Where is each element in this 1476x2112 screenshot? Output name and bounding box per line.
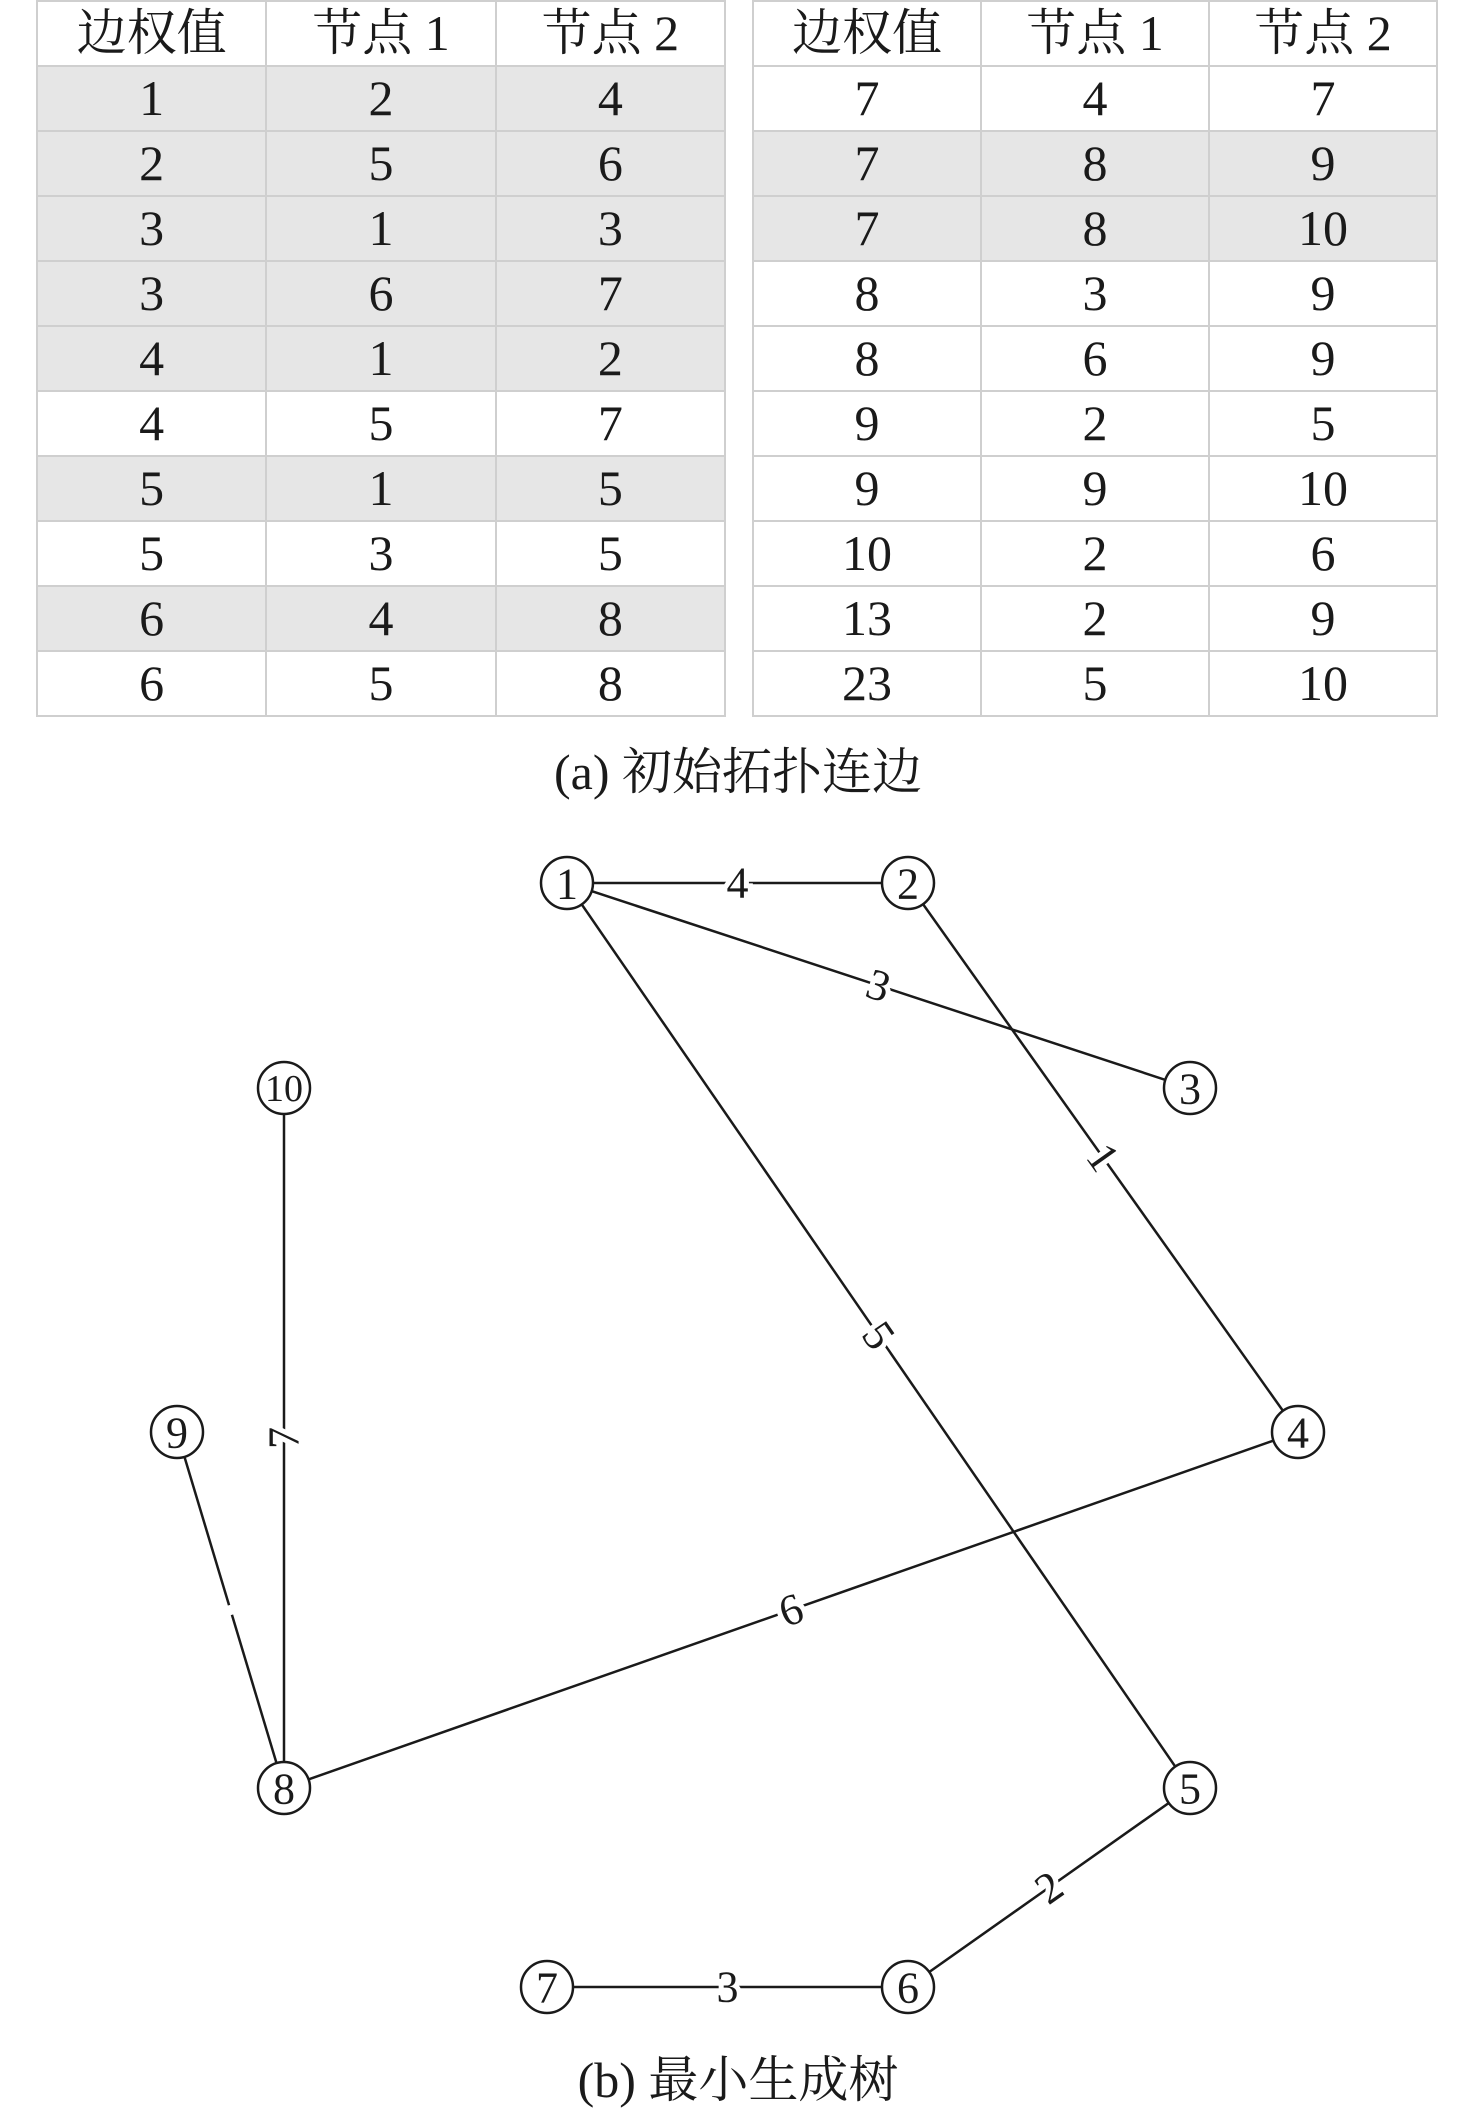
cell-weight: 3	[37, 196, 266, 261]
cell-node-1: 4	[266, 586, 495, 651]
cell-node-1: 4	[981, 66, 1209, 131]
cell-node-1: 5	[266, 651, 495, 716]
cell-weight: 4	[37, 326, 266, 391]
cell-weight: 1	[37, 66, 266, 131]
cell-node-2: 9	[1209, 131, 1437, 196]
edge-weight-label: 7	[259, 1427, 309, 1449]
cell-weight: 5	[37, 456, 266, 521]
node-2	[882, 857, 934, 909]
cell-node-1: 9	[981, 456, 1209, 521]
node-label: 10	[265, 1068, 303, 1110]
cell-node-2: 9	[1209, 261, 1437, 326]
node-4	[1272, 1406, 1324, 1458]
node-label: 5	[1179, 1764, 1201, 1814]
node-1	[541, 857, 593, 909]
cell-node-2: 4	[496, 66, 725, 131]
node-6	[882, 1961, 934, 2013]
cell-node-2: 9	[1209, 586, 1437, 651]
edge-weight-label: 4	[726, 858, 749, 908]
cell-node-1: 1	[266, 326, 495, 391]
cell-node-1: 8	[981, 131, 1209, 196]
cell-node-2: 3	[496, 196, 725, 261]
node-label: 3	[1179, 1064, 1201, 1114]
cell-node-2: 8	[496, 586, 725, 651]
cell-node-1: 5	[981, 651, 1209, 716]
cell-node-2: 6	[1209, 521, 1437, 586]
cell-node-2: 10	[1209, 651, 1437, 716]
edge-weight-label: 5	[852, 1312, 905, 1359]
edge-weight-label: 6	[772, 1583, 810, 1637]
node-5	[1164, 1762, 1216, 1814]
edge-weight-label: 3	[716, 1962, 739, 2012]
cell-node-2: 5	[496, 456, 725, 521]
cell-weight: 4	[37, 391, 266, 456]
node-label: 9	[166, 1408, 188, 1458]
edge-weight-label: 3	[860, 958, 897, 1013]
cell-weight: 7	[753, 196, 981, 261]
header-weight: 边权值	[37, 1, 266, 66]
cell-node-2: 10	[1209, 456, 1437, 521]
node-label: 7	[536, 1963, 558, 2013]
node-10	[258, 1062, 310, 1114]
cell-weight: 7	[753, 131, 981, 196]
node-label: 4	[1287, 1408, 1309, 1458]
cell-node-1: 1	[266, 456, 495, 521]
header-node-2: 节点 2	[496, 1, 725, 66]
cell-node-2: 9	[1209, 326, 1437, 391]
caption-initial-topology: (a) 初始拓扑连边	[554, 744, 922, 800]
cell-node-2: 7	[496, 261, 725, 326]
node-9	[151, 1406, 203, 1458]
cell-weight: 9	[753, 456, 981, 521]
node-label: 2	[897, 859, 919, 909]
cell-weight: 2	[37, 131, 266, 196]
edge-weight-label: 2	[1025, 1861, 1073, 1914]
cell-weight: 8	[753, 326, 981, 391]
cell-node-1: 3	[266, 521, 495, 586]
cell-weight: 7	[753, 66, 981, 131]
node-label: 8	[273, 1764, 295, 1814]
cell-weight: 10	[753, 521, 981, 586]
cell-node-2: 6	[496, 131, 725, 196]
cell-node-2: 10	[1209, 196, 1437, 261]
cell-node-1: 2	[981, 586, 1209, 651]
cell-node-1: 5	[266, 391, 495, 456]
cell-weight: 3	[37, 261, 266, 326]
cell-node-1: 1	[266, 196, 495, 261]
header-weight: 边权值	[753, 1, 981, 66]
header-node-1: 节点 1	[981, 1, 1209, 66]
cell-node-2: 5	[1209, 391, 1437, 456]
cell-node-1: 3	[981, 261, 1209, 326]
node-label: 6	[897, 1963, 919, 2013]
edge-weight-label: 1	[1076, 1134, 1130, 1181]
cell-node-1: 2	[981, 391, 1209, 456]
cell-node-2: 5	[496, 521, 725, 586]
node-8	[258, 1762, 310, 1814]
cell-weight: 5	[37, 521, 266, 586]
cell-node-2: 7	[496, 391, 725, 456]
cell-node-1: 2	[266, 66, 495, 131]
edge-gap-mark	[221, 1603, 239, 1617]
cell-node-2: 7	[1209, 66, 1437, 131]
header-node-2: 节点 2	[1209, 1, 1437, 66]
cell-node-1: 5	[266, 131, 495, 196]
node-label: 1	[556, 859, 578, 909]
caption-minimum-spanning-tree: (b) 最小生成树	[577, 2052, 899, 2108]
header-node-1: 节点 1	[266, 1, 495, 66]
cell-weight: 9	[753, 391, 981, 456]
cell-weight: 13	[753, 586, 981, 651]
cell-node-2: 8	[496, 651, 725, 716]
node-3	[1164, 1062, 1216, 1114]
cell-weight: 6	[37, 586, 266, 651]
cell-node-1: 2	[981, 521, 1209, 586]
cell-node-1: 8	[981, 196, 1209, 261]
cell-node-1: 6	[981, 326, 1209, 391]
cell-weight: 6	[37, 651, 266, 716]
cell-node-1: 6	[266, 261, 495, 326]
node-7	[521, 1961, 573, 2013]
cell-node-2: 2	[496, 326, 725, 391]
cell-weight: 23	[753, 651, 981, 716]
cell-weight: 8	[753, 261, 981, 326]
